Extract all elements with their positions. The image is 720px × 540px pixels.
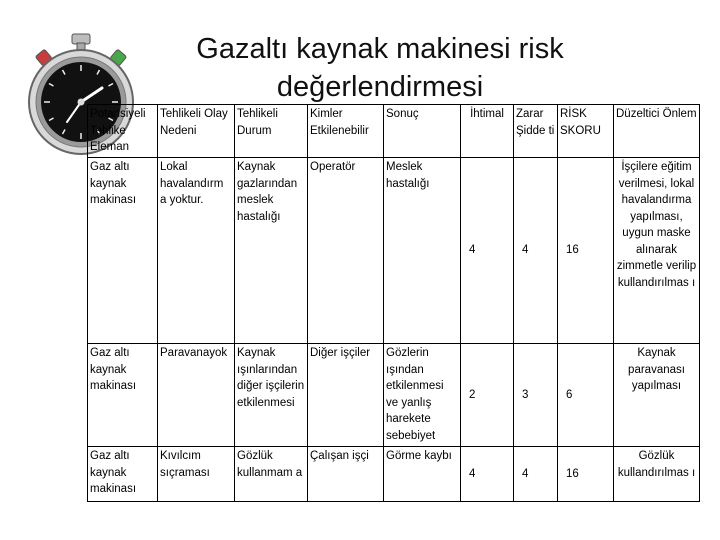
cell-affected: Çalışan işçi [308, 447, 384, 502]
cell-probability: 2 [461, 344, 514, 447]
cell-result: Gözlerin ışından etkilenmesi ve yanlış harekete sebebiyet [384, 344, 461, 447]
cell-severity: 3 [514, 344, 558, 447]
cell-element: Gaz altı kaynak makinası [88, 344, 158, 447]
risk-table-container [87, 104, 699, 502]
cell-measure: Gözlük kullandırılmas ı [614, 447, 700, 502]
risk-assessment-table [87, 104, 700, 502]
cell-element: Gaz altı kaynak makinası [88, 447, 158, 502]
header-probability: İhtimal [461, 105, 514, 158]
page-title: Gazaltı kaynak makinesi risk değerlendirmesi [196, 33, 564, 103]
cell-cause: Kıvılcım sıçraması [158, 447, 235, 502]
table-row [88, 344, 700, 447]
cell-risk-score: 16 [558, 158, 614, 344]
cell-severity: 4 [514, 447, 558, 502]
header-result: Sonuç [384, 105, 461, 158]
cell-measure: Kaynak paravanası yapılması [614, 344, 700, 447]
header-row [88, 105, 700, 158]
cell-cause: Paravanayok [158, 344, 235, 447]
cell-measure: İşçilere eğitim verilmesi, lokal havalandırma yapılması, uygun maske alınarak zimmetle verilip kullandırılmas ı [614, 158, 700, 344]
cell-affected: Operatör [308, 158, 384, 344]
cell-affected: Diğer işçiler [308, 344, 384, 447]
cell-result: Meslek hastalığı [384, 158, 461, 344]
table-row [88, 158, 700, 344]
cell-cause: Lokal havalandırm a yoktur. [158, 158, 235, 344]
header-event-cause: Tehlikeli Olay Nedeni [158, 105, 235, 158]
header-severity: Zarar Şidde ti [514, 105, 558, 158]
cell-risk-score: 6 [558, 344, 614, 447]
cell-element: Gaz altı kaynak makinası [88, 158, 158, 344]
cell-risk-score: 16 [558, 447, 614, 502]
cell-probability: 4 [461, 447, 514, 502]
cell-situation: Gözlük kullanmam a [235, 447, 308, 502]
cell-severity: 4 [514, 158, 558, 344]
cell-situation: Kaynak ışınlarından diğer işçilerin etkilenmesi [235, 344, 308, 447]
cell-situation: Kaynak gazlarından meslek hastalığı [235, 158, 308, 344]
header-corrective-measure: Düzeltici Önlem [614, 105, 700, 158]
header-affected: Kimler Etkilenebilir [308, 105, 384, 158]
cell-probability: 4 [461, 158, 514, 344]
cell-result: Görme kaybı [384, 447, 461, 502]
table-row [88, 447, 700, 502]
header-risk-score: RİSK SKORU [558, 105, 614, 158]
header-hazard-element: Potansiyeli Tehlike Eleman [88, 105, 158, 158]
header-hazard-situation: Tehlikeli Durum [235, 105, 308, 158]
